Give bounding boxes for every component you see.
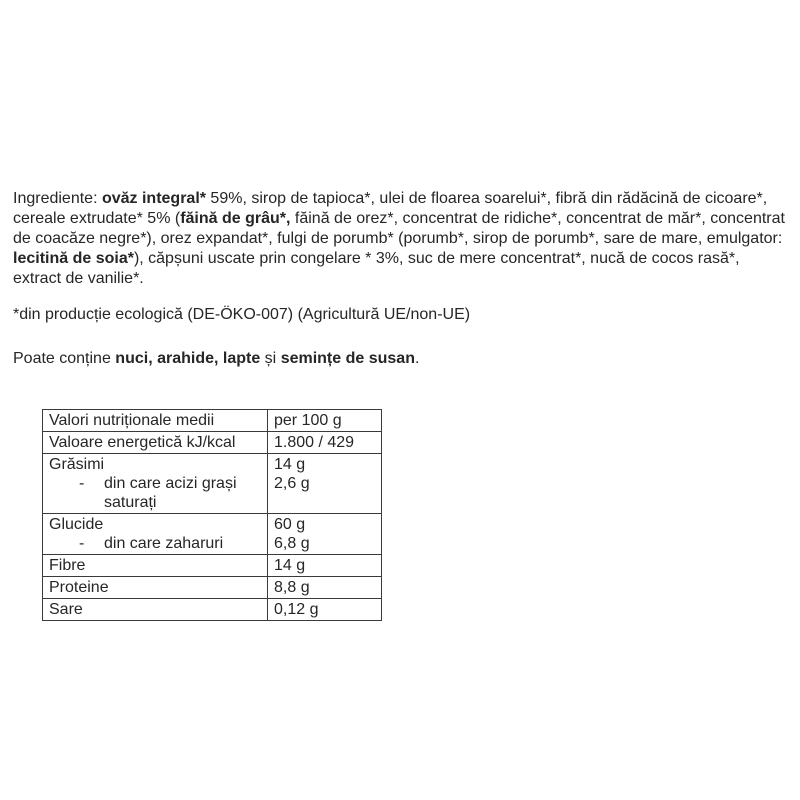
row-value: 0,12 g (268, 599, 382, 621)
row-sublabel (49, 474, 263, 512)
table-row-fibre (43, 555, 382, 577)
table-header-label: Valori nutriționale medii (43, 410, 268, 432)
row-label: Valoare energetică kJ/kcal (43, 432, 268, 454)
row-sublabel (49, 534, 263, 553)
row-sublabel-text: din care zaharuri (104, 535, 224, 552)
nutrition-table (42, 409, 382, 621)
table-row-protein (43, 577, 382, 599)
row-label: Sare (43, 599, 268, 621)
table-row-energy (43, 432, 382, 454)
row-value: 1.800 / 429 (268, 432, 382, 454)
row-label: Glucide (49, 516, 104, 533)
row-subvalue: 2,6 g (274, 475, 310, 492)
row-value: 14 g (274, 456, 306, 473)
row-value: 60 g (274, 516, 306, 533)
row-sublabel-text: din care acizi grași saturați (104, 475, 237, 511)
row-label: Fibre (43, 555, 268, 577)
table-header-value: per 100 g (268, 410, 382, 432)
table-row-carbs (43, 514, 382, 555)
allergen-note: Poate conține nuci, arahide, lapte și semințe de susan. (13, 350, 420, 367)
ingredients-paragraph: Ingrediente: ovăz integral* 59%, sirop de tapioca*, ulei de floarea soarelui*, fibră din rădăcină de cicoare*, cereale extrudate* 5% (făină de grâu*, făină de orez*, concentrat de ridiche*, concentrat de măr*, concentrat de coacăze negre*), orez expandat*, fulgi de porumb* (porumb*, sirop de porumb*, sare de mare, emulgator: lecitină de soia*), căpșuni uscate prin congelare * 3%, suc de mere concentrat*, nucă de cocos rasă*, extract de vanilie*. (13, 190, 785, 287)
organic-production-note: *din producție ecologică (DE-ÖKO-007) (Agricultură UE/non-UE) (13, 306, 471, 323)
label-content (13, 189, 791, 621)
list-dash: - (79, 475, 85, 492)
list-dash: - (79, 535, 85, 552)
row-value: 14 g (268, 555, 382, 577)
table-row-salt (43, 599, 382, 621)
row-subvalue: 6,8 g (274, 535, 310, 552)
table-header-row (43, 410, 382, 432)
row-label: Proteine (43, 577, 268, 599)
row-value: 8,8 g (268, 577, 382, 599)
table-row-fat (43, 454, 382, 514)
row-label: Grăsimi (49, 456, 105, 473)
